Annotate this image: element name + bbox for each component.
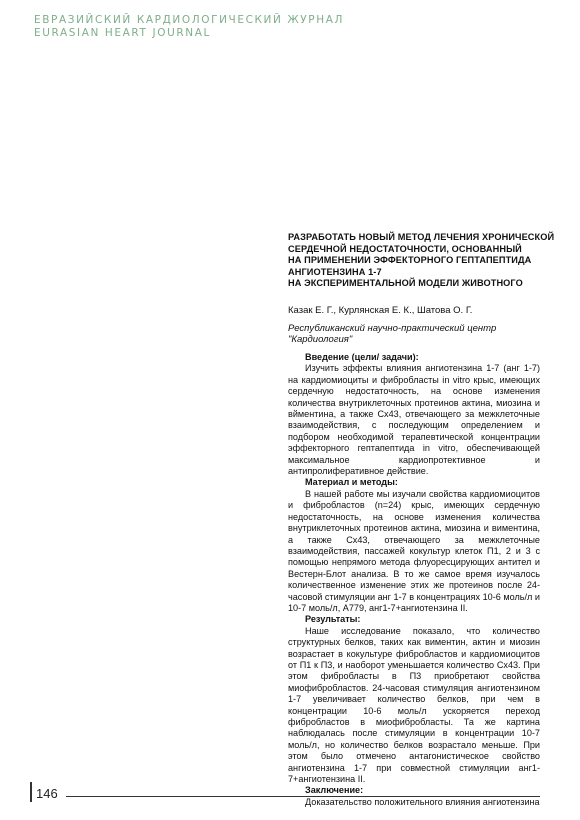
journal-title-en: EURASIAN HEART JOURNAL: [34, 27, 211, 39]
section-heading-results: Результаты:: [305, 614, 361, 625]
section-text-intro: Изучить эффекты влияния ангиотензина 1-7 (анг 1-7) на кардиомиоциты и фибробласты in vitro крыс, имеющих сердечную недостаточность, на основе изменения количества внутриклеточных протеинов актина, миозина и вйментина, а также Cx43, отвечающего за межклеточные взаимодействия, с последующим определением и подбором необходимой терапевтической концентрации эффекторного гептапептида in vitro, обеспечивающей максимальное кардиопротективное и антипролиферативное действие.: [288, 363, 540, 477]
section-heading-methods: Материал и методы:: [305, 477, 398, 488]
section-heading-conclusion: Заключение:: [305, 785, 364, 796]
title-line: НА ЭКСПЕРИМЕНТАЛЬНОЙ МОДЕЛИ ЖИВОТНОГО: [288, 278, 523, 289]
article-title: [288, 232, 555, 290]
section-text-conclusion: Доказательство положительного влияния ангиотензина: [305, 796, 540, 807]
footer-rule: [66, 796, 540, 797]
affiliation: Республиканский научно-практический центр "Кардиология": [288, 323, 497, 345]
section-text-methods: В нашей работе мы изучали свойства кардиомиоцитов и фибробластов (n=24) крыс, имеющих сердечную недостаточность, на основе изменения количества внутриклеточных протеинов актина, миозина и виментина, а также Cx43, отвечающего за межклеточные взаимодействия, пассажей кокультур клеток П1, 2 и 3 с помощью непрямого метода флуоресцирующих антител и Вестерн-Блот анализа. В то же самое время изучалось количественное изменение этих же протеинов после 24-часовой стимуляции анг 1-7 в концентрациях 10-6 моль/л и 10-7 моль/л, A779, анг1-7+ангиотензина II.: [288, 488, 540, 613]
title-line: СЕРДЕЧНОЙ НЕДОСТАТОЧНОСТИ, ОСНОВАННЫЙ: [288, 243, 522, 254]
title-line: АНГИОТЕНЗИНА 1-7: [288, 266, 382, 277]
footer-bar: [30, 782, 32, 802]
title-line: НА ПРИМЕНЕНИИ ЭФФЕКТОРНОГО ГЕПТАПЕПТИДА: [288, 255, 532, 266]
abstract-body: [288, 352, 540, 808]
authors: Казак Е. Г., Курлянская Е. К., Шатова О. Г.: [288, 305, 473, 316]
section-text-results: Наше исследование показало, что количество структурных белков, таких как виментин, актин и миозин возрастает в кокультуре фибробластов и кардиомиоцитов от П1 к П3, и наоборот уменьшается количество Cx43. При этом фибробласты в П3 приобретают свойства миофибробластов. 24-часовая стимуляция ангиотензином 1-7 увеличивает количество белков, при чем в концентрации 10-6 моль/л ускоряется переход фибробластов в миофибробласты. Та же картина наблюдалась после стимуляции в концентрации 10-7 моль/л, но количество белков возрастало меньше. При этом было отмечено антагонистическое свойство ангиотензина 1-7 при совместной стимуляции анг1-7+ангиотензина II.: [288, 625, 540, 785]
journal-title-ru: ЕВРАЗИЙСКИЙ КАРДИОЛОГИЧЕСКИЙ ЖУРНАЛ: [34, 14, 345, 26]
section-heading-intro: Введение (цели/ задачи):: [305, 352, 419, 362]
journal-header: [34, 14, 344, 40]
title-line: РАЗРАБОТАТЬ НОВЫЙ МЕТОД ЛЕЧЕНИЯ ХРОНИЧЕСКОЙ: [288, 232, 555, 242]
page-number: 146: [36, 786, 58, 801]
